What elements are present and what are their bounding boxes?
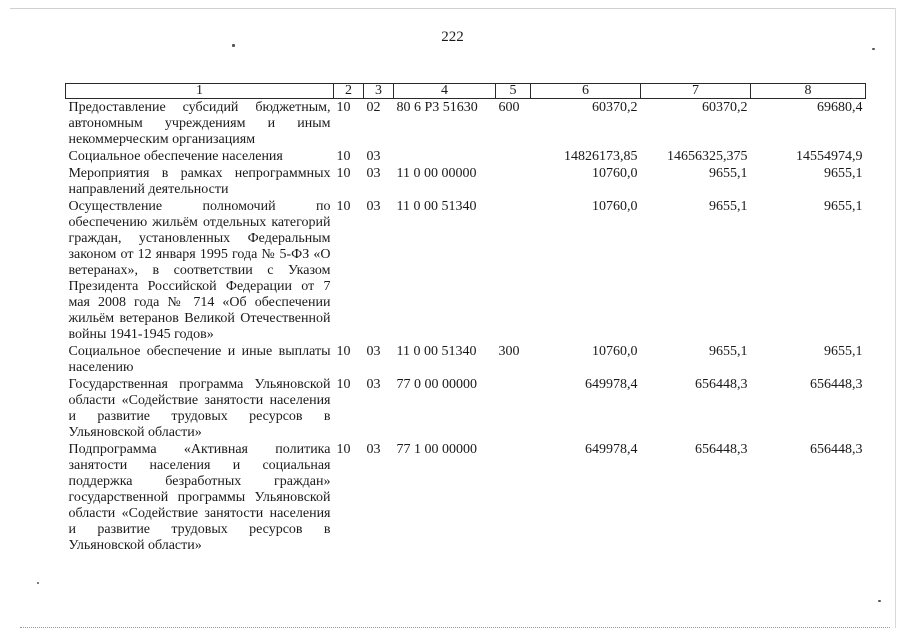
row-amount-2: 656448,3 <box>695 442 748 457</box>
row-amount-2: 9655,1 <box>709 166 748 181</box>
scan-edge-top <box>10 8 896 9</box>
table-row <box>66 165 866 198</box>
table-row <box>66 376 866 441</box>
row-target-code: 11 0 00 00000 <box>396 166 477 181</box>
row-amount-1: 60370,2 <box>592 100 638 115</box>
table-row <box>66 343 866 376</box>
row-target-code: 77 1 00 00000 <box>396 442 477 457</box>
row-section: 10 <box>336 442 351 457</box>
row-section: 10 <box>336 166 351 181</box>
row-amount-3: 9655,1 <box>824 344 863 359</box>
column-header: 3 <box>364 84 394 99</box>
table-row <box>66 148 866 165</box>
row-section: 10 <box>336 199 351 214</box>
column-header: 8 <box>751 84 866 99</box>
row-target-code: 11 0 00 51340 <box>396 344 477 359</box>
row-amount-3: 656448,3 <box>810 442 863 457</box>
row-target-code: 77 0 00 00000 <box>396 377 477 392</box>
row-section: 10 <box>336 100 351 115</box>
row-name: Предоставление субсидий бюджетным, автономным учреждениям и иным некоммерческим организациям <box>68 100 331 147</box>
row-subsection: 03 <box>366 166 381 181</box>
row-target-code: 11 0 00 51340 <box>396 199 477 214</box>
row-name: Социальное обеспечение и иные выплаты населению <box>68 344 331 375</box>
row-subsection: 03 <box>366 442 381 457</box>
row-subsection: 03 <box>366 344 381 359</box>
row-amount-3: 9655,1 <box>824 199 863 214</box>
row-subsection: 03 <box>366 377 381 392</box>
row-name: Социальное обеспечение населения <box>68 149 283 164</box>
row-amount-2: 60370,2 <box>702 100 748 115</box>
row-subsection: 03 <box>366 199 381 214</box>
row-name: Государственная программа Ульяновской области «Содействие занятости населения и развитие трудовых ресурсов в Ульяновской области» <box>68 377 331 440</box>
row-amount-2: 14656325,375 <box>667 149 748 164</box>
column-header: 1 <box>66 84 334 99</box>
row-amount-1: 10760,0 <box>592 166 638 181</box>
table-row <box>66 441 866 554</box>
row-amount-1: 649978,4 <box>585 442 638 457</box>
column-header: 7 <box>641 84 751 99</box>
budget-table <box>65 83 866 554</box>
row-amount-2: 656448,3 <box>695 377 748 392</box>
page-number: 222 <box>441 29 464 45</box>
row-expense-type <box>496 441 531 554</box>
row-amount-1: 649978,4 <box>585 377 638 392</box>
row-amount-3: 69680,4 <box>817 100 863 115</box>
row-subsection: 02 <box>366 100 381 115</box>
scan-speck <box>872 48 875 50</box>
table-row <box>66 99 866 149</box>
row-expense-type <box>496 376 531 441</box>
row-amount-3: 9655,1 <box>824 166 863 181</box>
row-expense-type <box>496 148 531 165</box>
row-amount-1: 10760,0 <box>592 344 638 359</box>
row-amount-1: 14826173,85 <box>564 149 638 164</box>
row-subsection: 03 <box>366 149 381 164</box>
column-header: 2 <box>334 84 364 99</box>
row-target-code: 80 6 Р3 51630 <box>396 100 478 115</box>
table-row <box>66 198 866 343</box>
row-name: Подпрограмма «Активная политика занятости населения и социальная поддержка безработных граждан» государственной программы Ульяновской области «Содействие занятости населения и развитие трудовых ресурсов в Ульяновской области» <box>68 442 331 553</box>
row-target-code <box>394 148 496 165</box>
row-name: Мероприятия в рамках непрограммных направлений деятельности <box>68 166 331 197</box>
row-amount-2: 9655,1 <box>709 344 748 359</box>
row-amount-1: 10760,0 <box>592 199 638 214</box>
column-header: 4 <box>394 84 496 99</box>
row-amount-3: 656448,3 <box>810 377 863 392</box>
row-expense-type <box>496 198 531 343</box>
row-section: 10 <box>336 344 351 359</box>
table-header-row <box>66 84 866 99</box>
scan-edge-right <box>895 8 896 628</box>
scan-speck <box>878 600 881 602</box>
row-amount-3: 14554974,9 <box>796 149 863 164</box>
row-expense-type: 300 <box>498 344 520 359</box>
column-header: 5 <box>496 84 531 99</box>
row-expense-type: 600 <box>498 100 520 115</box>
column-header: 6 <box>531 84 641 99</box>
row-expense-type <box>496 165 531 198</box>
row-section: 10 <box>336 377 351 392</box>
row-amount-2: 9655,1 <box>709 199 748 214</box>
scan-speck <box>37 582 39 584</box>
row-section: 10 <box>336 149 351 164</box>
row-name: Осуществление полномочий по обеспечению жильём отдельных категорий граждан, установленных Федеральным законом от 12 января 1995 года № 5-ФЗ «О ветеранах», в соответствии с Указом Президента Российской Федерации от 7 мая 2008 года № 714 «Об обеспечении жильём ветеранов Великой Отечественной войны 1941-1945 годов» <box>68 199 331 342</box>
scan-edge-bottom <box>20 627 890 628</box>
